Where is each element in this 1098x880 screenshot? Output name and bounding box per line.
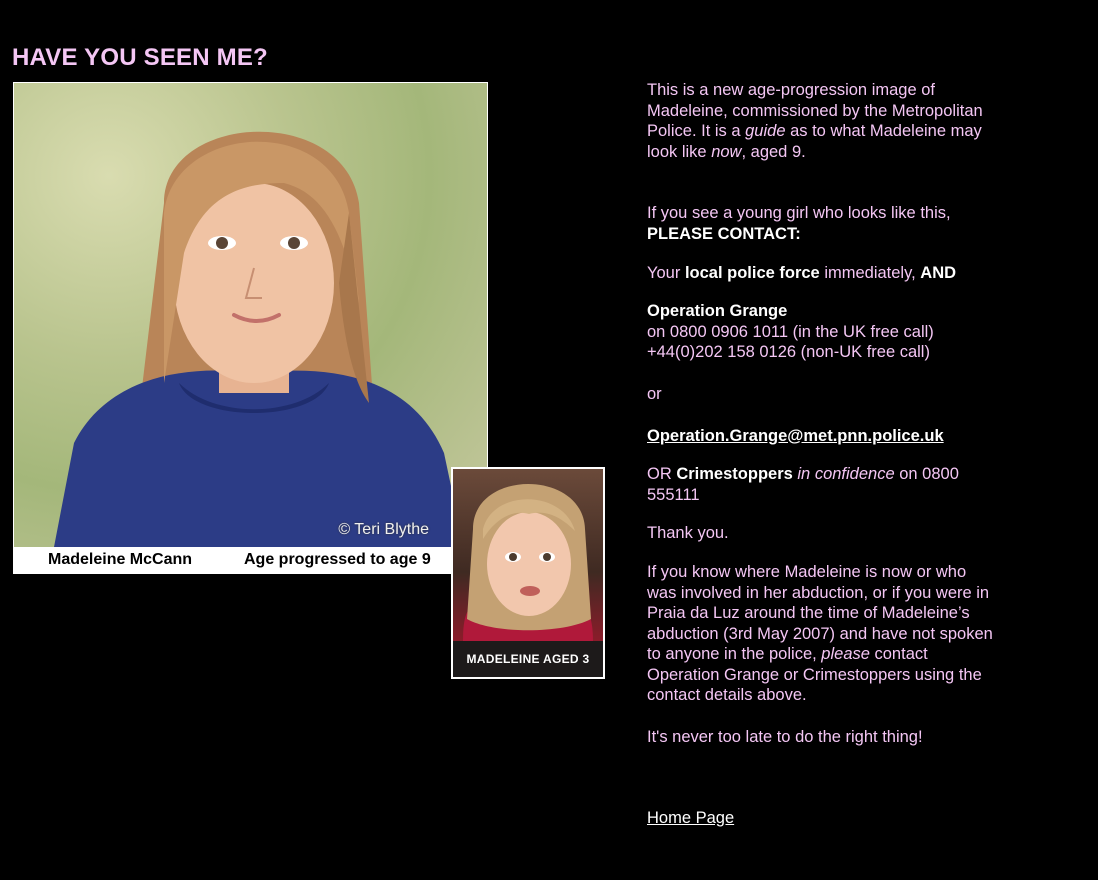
home-page-link[interactable]: Home Page (647, 808, 735, 827)
operation-grange-paragraph: Operation Grange on 0800 0906 1011 (in the UK free call) +44(0)202 158 0126 (non-UK free call) (647, 302, 934, 362)
home-link-paragraph (647, 808, 997, 829)
crimestoppers-paragraph: OR Crimestoppers in confidence on 0800 555111 (647, 465, 959, 504)
page-title: HAVE YOU SEEN ME? (12, 44, 268, 71)
portrait-caption (13, 547, 488, 574)
age-progressed-portrait (13, 82, 488, 574)
childhood-photo-label: MADELEINE AGED 3 (453, 641, 603, 677)
local-police-paragraph: Your local police force immediately, AND (647, 263, 957, 282)
childhood-illustration (453, 469, 603, 641)
thank-you: Thank you. (647, 524, 729, 543)
copyright-watermark: © Teri Blythe (338, 521, 429, 538)
childhood-photo (451, 467, 605, 679)
intro-paragraph: This is a new age-progression image of Madeleine, commissioned by the Metropolitan Police. It is a guide as to what Madeleine may look like now, aged 9. (647, 81, 983, 161)
email-link[interactable]: Operation.Grange@met.pnn.police.uk (647, 426, 944, 445)
email-paragraph (647, 426, 997, 447)
childhood-photo-image (453, 469, 603, 641)
phone-uk: on 0800 0906 1011 (in the UK free call) (647, 322, 934, 341)
abduction-info-paragraph: If you know where Madeleine is now or who was involved in her abduction, or if you were in Praia da Luz around the time of Madeleine’s abduction (3rd May 2007) and have not spoken to anyone in the police, please contact Operation Grange or Crimestoppers using the contact details above. (647, 562, 993, 705)
or-text: or (647, 384, 662, 403)
see-girl-paragraph: If you see a young girl who looks like this, PLEASE CONTACT: (647, 204, 951, 243)
portrait-image (14, 83, 487, 547)
portrait-illustration (14, 83, 487, 547)
caption-age: Age progressed to age 9 (244, 551, 431, 568)
caption-name: Madeleine McCann (48, 551, 193, 568)
never-too-late: It's never too late to do the right thing! (647, 728, 923, 747)
appeal-text (647, 80, 997, 828)
phone-intl: +44(0)202 158 0126 (non-UK free call) (647, 343, 930, 362)
